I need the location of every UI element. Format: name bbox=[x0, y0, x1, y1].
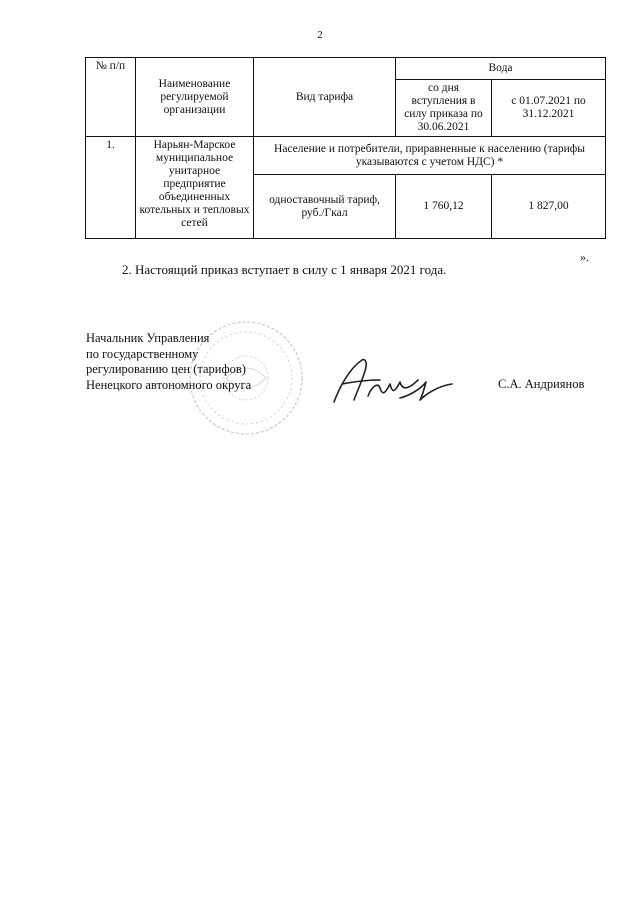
signatory-title-line-3: регулированию цен (тарифов) bbox=[86, 362, 246, 376]
header-org: Наименование регулируемой организации bbox=[136, 58, 254, 137]
handwritten-signature-icon bbox=[328, 350, 458, 412]
page-number: 2 bbox=[317, 29, 323, 41]
header-num: № п/п bbox=[86, 58, 136, 137]
row-value-1: 1 760,12 bbox=[396, 175, 492, 239]
header-period-1: со дня вступления в силу приказа по 30.06.2021 bbox=[396, 80, 492, 137]
header-group-water: Вода bbox=[396, 58, 606, 80]
paragraph-effective-date: 2. Настоящий приказ вступает в силу с 1 января 2021 года. bbox=[122, 262, 447, 277]
signer-name: С.А. Андриянов bbox=[498, 377, 585, 391]
signatory-title-line-1: Начальник Управления bbox=[86, 331, 210, 345]
row-category: Население и потребители, приравненные к населению (тарифы указываются с учетом НДС) * bbox=[254, 137, 606, 175]
row-value-2: 1 827,00 bbox=[492, 175, 606, 239]
row-org: Нарьян-Марское муниципальное унитарное предприятие объединенных котельных и тепловых сетей bbox=[136, 137, 254, 239]
tariff-table bbox=[85, 57, 606, 239]
closing-quote: ». bbox=[580, 250, 589, 264]
signature-block bbox=[86, 331, 251, 393]
header-tariff-type: Вид тарифа bbox=[254, 58, 396, 137]
row-num: 1. bbox=[86, 137, 136, 239]
table-row bbox=[86, 137, 606, 175]
row-tariff-type: одноставочный тариф, руб./Гкал bbox=[254, 175, 396, 239]
signatory-title-line-2: по государственному bbox=[86, 346, 199, 361]
header-period-2: с 01.07.2021 по 31.12.2021 bbox=[492, 80, 606, 137]
signatory-title-line-4: Ненецкого автономного округа bbox=[86, 377, 252, 392]
header-row bbox=[86, 58, 606, 80]
